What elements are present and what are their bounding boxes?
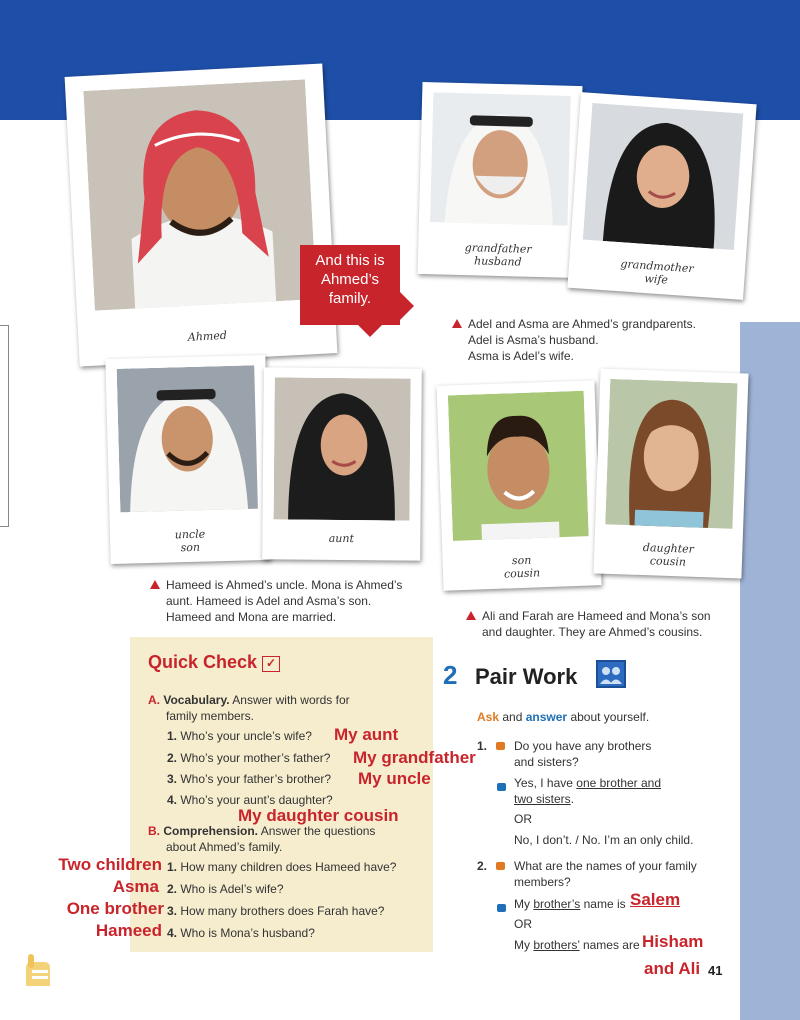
side-strip [740, 322, 800, 1020]
quick-check-title: Quick Check ✓ [148, 652, 280, 673]
grandparents-note: Adel and Asma are Ahmed’s grandparents. Adel is Asma’s husband. Asma is Adel’s wife. [452, 316, 742, 364]
photo-grandmother [567, 92, 756, 300]
bubble-arrow-right [400, 292, 414, 320]
family-intro-bubble [300, 245, 400, 325]
section-b-heading: B. Comprehension. Answer the questions [148, 824, 376, 838]
comp-question-1: 1. How many children does Hameed have? [167, 860, 397, 874]
pair-question-1: 1. [477, 738, 505, 754]
caption-daughter-2: cousin [649, 554, 687, 569]
pair-answer-2b: My brothers’ names are [514, 938, 640, 952]
vocab-question-1: 1. Who’s your uncle’s wife? [167, 729, 312, 743]
speech-blue-icon [497, 778, 506, 796]
vocab-question-2: 2. Who’s your mother’s father? [167, 751, 331, 765]
vocab-question-4: 4. Who’s your aunt’s daughter? [167, 793, 333, 807]
caption-grandmother-1: grandmother [620, 257, 695, 276]
vocab-answer-3: My uncle [358, 769, 431, 788]
photo-daughter [593, 368, 748, 578]
comp-question-3: 3. How many brothers does Farah have? [167, 904, 385, 918]
triangle-bullet-icon [466, 611, 476, 620]
pair-answer-2b-fill-1: Hisham [642, 932, 704, 951]
pair-answer-2b-fill-2: and Ali [644, 959, 701, 978]
uncle-aunt-note: Hameed is Ahmed’s uncle. Mona is Ahmed’s aunt. Hameed is Adel and Asma’s son. Hameed and Mona are married. [150, 577, 440, 625]
speech-blue-icon [497, 899, 506, 917]
photo-grandfather [418, 82, 583, 278]
pair-question-2-text: What are the names of your family members? [514, 859, 697, 889]
comp-answer-3: One brother [66, 899, 164, 918]
caption-uncle-1: uncle [174, 527, 206, 542]
section-a-heading-2: family members. [166, 709, 255, 723]
daughter-picture [606, 379, 738, 529]
caption-uncle-2: son [180, 540, 201, 555]
cousins-note: Ali and Farah are Hameed and Mona’s son and daughter. They are Ahmed’s cousins. [466, 608, 746, 640]
vocab-answer-1: My aunt [334, 725, 399, 744]
hand-icon [20, 950, 52, 988]
caption-son-1: son [511, 553, 532, 568]
caption-grandfather-2: husband [473, 254, 522, 269]
caption-aunt: aunt [328, 531, 354, 545]
comp-answer-1: Two children [58, 855, 162, 874]
triangle-bullet-icon [452, 319, 462, 328]
or-label-2: OR [514, 917, 532, 931]
bubble-line-2: Ahmed’s [320, 271, 380, 288]
photo-son [436, 380, 601, 590]
pair-answer-1: Yes, I have one brother and two sisters. [514, 776, 662, 806]
checkmark-icon: ✓ [262, 656, 280, 672]
caption-daughter-1: daughter [642, 540, 695, 556]
son-picture [448, 391, 589, 541]
vocab-question-3: 3. Who’s your father’s brother? [167, 772, 332, 786]
speech-orange-icon [496, 862, 505, 870]
bubble-line-3: family. [328, 290, 372, 307]
bubble-arrow-down [358, 325, 382, 337]
pair-answer-1-alt: No, I don’t. / No. I’m an only child. [514, 833, 694, 847]
comp-answer-2: Asma [112, 877, 159, 896]
exercise-number: 2 [443, 660, 458, 690]
left-page-edge [0, 325, 9, 527]
grandmother-picture [583, 103, 744, 250]
or-label-1: OR [514, 812, 532, 826]
pair-question-1-text: Do you have any brothers and sisters? [514, 739, 652, 769]
vocab-answer-4: My daughter cousin [238, 806, 399, 825]
photo-ahmed [65, 63, 338, 366]
triangle-bullet-icon [150, 580, 160, 589]
aunt-picture [274, 377, 411, 520]
ahmed-picture [83, 79, 316, 311]
caption-grandfather-1: grandfather [464, 241, 532, 257]
caption-ahmed: Ahmed [187, 328, 228, 344]
pair-work-icon [596, 660, 626, 688]
pair-question-2: 2. [477, 858, 505, 874]
grandfather-picture [430, 92, 571, 226]
photo-uncle [105, 355, 270, 564]
photo-aunt [262, 367, 422, 560]
comp-question-4: 4. Who is Mona’s husband? [167, 926, 315, 940]
bubble-line-1: And this is [315, 252, 385, 269]
page-number: 41 [708, 963, 723, 978]
pair-work-instruction: Ask and answer about yourself. [477, 710, 650, 724]
pair-answer-2-fill: Salem [630, 890, 681, 909]
caption-son-2: cousin [503, 566, 541, 581]
comp-answer-4: Hameed [95, 921, 162, 940]
vocab-answer-2: My grandfather [353, 748, 476, 767]
comp-question-2: 2. Who is Adel’s wife? [167, 882, 284, 896]
section-a-heading: A. Vocabulary. Answer with words for [148, 693, 350, 707]
speech-orange-icon [496, 742, 505, 750]
pair-answer-2: My brother’s name is [514, 897, 626, 911]
pair-work-title: Pair Work [475, 664, 578, 689]
section-b-heading-2: about Ahmed’s family. [166, 840, 283, 854]
uncle-picture [117, 365, 258, 512]
caption-grandmother-2: wife [643, 272, 669, 287]
